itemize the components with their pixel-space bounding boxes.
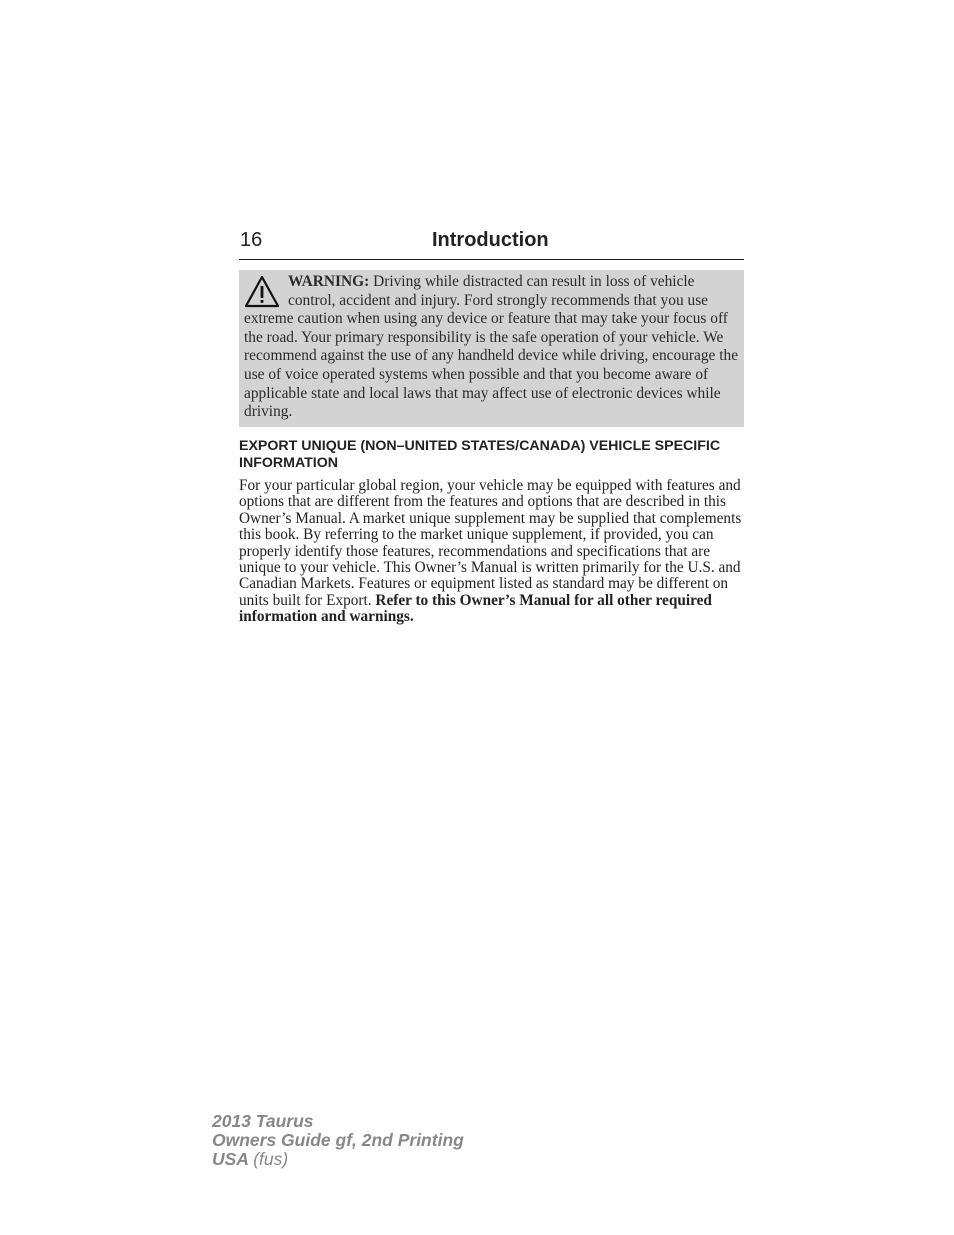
warning-label: WARNING:	[288, 273, 370, 290]
page-footer	[212, 1112, 464, 1169]
warning-triangle-icon	[244, 275, 280, 309]
footer-market	[212, 1150, 464, 1169]
footer-region: USA	[212, 1149, 249, 1169]
paragraph-bold-text: Refer to this Owner’s Manual for all other required information and warnings.	[239, 591, 712, 626]
section-heading: EXPORT UNIQUE (NON–UNITED STATES/CANADA) VEHICLE SPECIFIC INFORMATION	[239, 438, 721, 471]
page-header	[239, 229, 744, 260]
page-number: 16	[240, 229, 263, 251]
footer-region-code: (fus)	[253, 1149, 289, 1169]
paragraph-text: For your particular global region, your vehicle may be equipped with features and options that are different from the features and options that are described in this Owner’s Manual. A market unique supplement may be supplied that complements this book. By referring to the market unique supplement, if provided, you can properly identify those features, recommendations and specifications that are unique to your vehicle. This Owner’s Manual is written primarily for the U.S. and Canadian Markets. Features or equipment listed as standard may be different on units built for Export.	[239, 477, 742, 609]
warning-box	[239, 270, 744, 427]
warning-text: Driving while distracted can result in loss of vehicle control, accident and injury. Ford strongly recommends that you use extreme caution when using any device or feature that may take your focus off the road. Your primary responsibility is the safe operation of your vehicle. We recommend against the use of any handheld device while driving, encourage the use of voice operated systems when possible and that you become aware of applicable state and local laws that may affect use of electronic devices while driving.	[244, 273, 739, 421]
section-paragraph	[239, 478, 744, 626]
footer-model: 2013 Taurus	[212, 1111, 314, 1131]
footer-guide: Owners Guide gf, 2nd Printing	[212, 1130, 464, 1150]
section-title: Introduction	[432, 229, 549, 251]
